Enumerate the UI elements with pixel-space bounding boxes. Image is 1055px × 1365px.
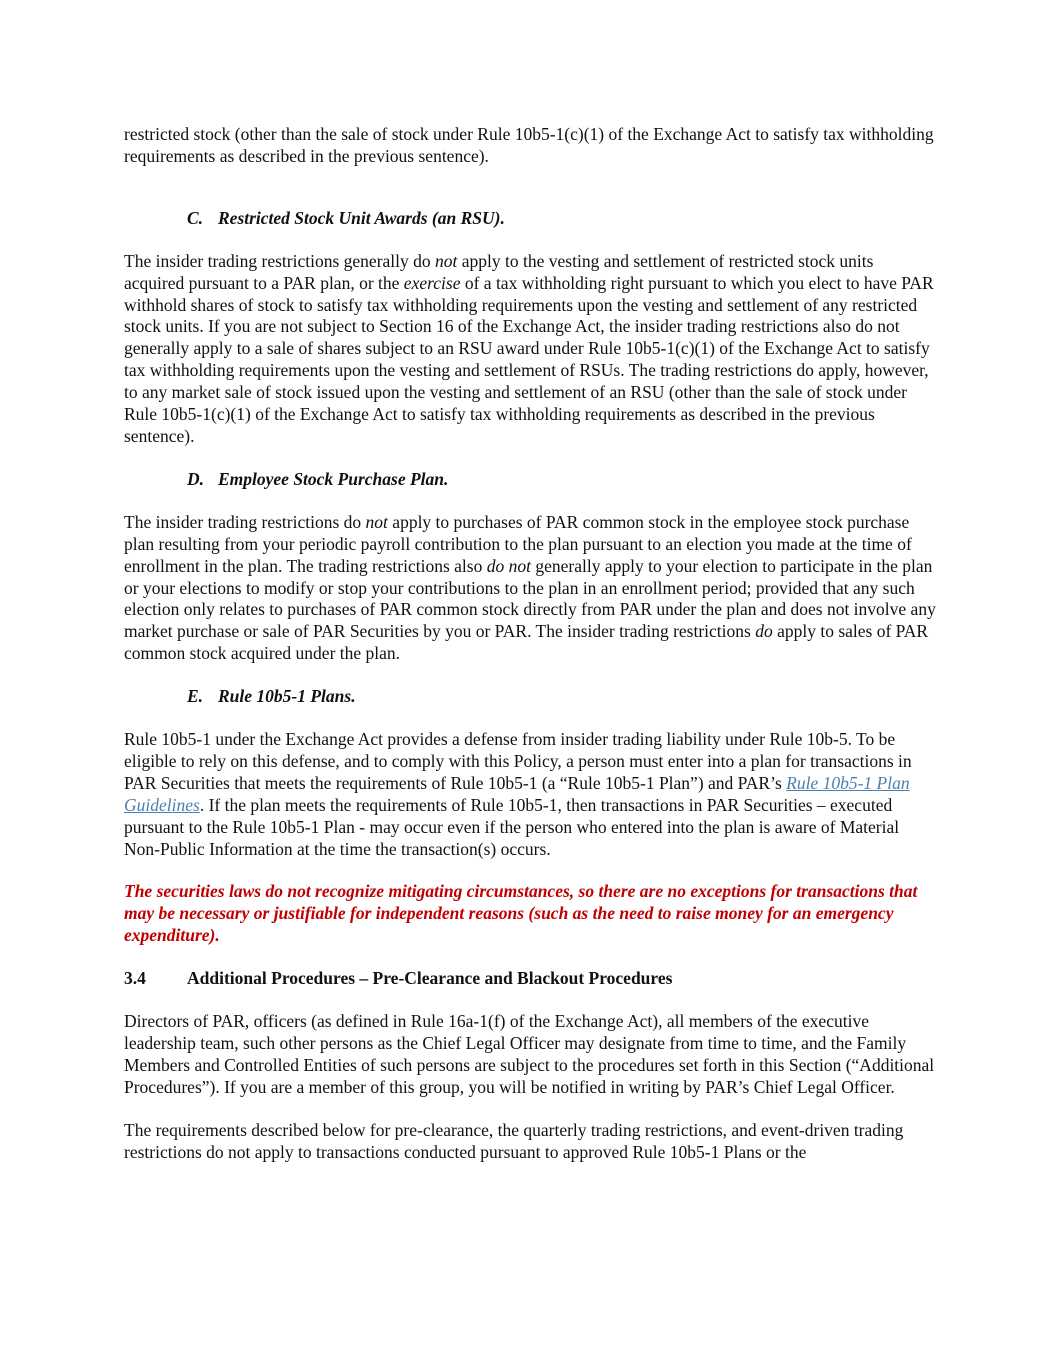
paragraph-continuation: restricted stock (other than the sale of stock under Rule 10b5-1(c)(1) of the Exchange Act to satisfy tax withholding requirements as described in the previous sentence). [124,124,934,166]
section-heading-3-4 [124,968,936,990]
subheading-10b5-1-plans [124,686,936,708]
subheading-letter: D. [187,468,205,489]
subheading-letter: E. [187,686,204,707]
subheading-espp [124,469,936,491]
section-title: Additional Procedures – Pre-Clearance and Blackout Procedures [187,968,673,989]
subheading-title: Rule 10b5-1 Plans. [218,686,356,707]
document-page [124,124,936,1164]
paragraph-rsu: The insider trading restrictions generally do not apply to the vesting and settlement of restricted stock units acquired pursuant to a PAR plan, or the exercise of a tax withholding right pursuant to which you elect to have PAR withhold shares of stock to satisfy tax withholding requirements upon the vesting and settlement of any restricted stock units. If you are not subject to Section 16 of the Exchange Act, the insider trading restrictions also do not generally apply to a sale of shares subject to an RSU award under Rule 10b5-1(c)(1) of the Exchange Act to satisfy tax withholding requirements upon the vesting and settlement of RSUs. The trading restrictions do apply, however, to any market sale of stock issued upon the vesting and settlement of an RSU (other than the sale of stock under Rule 10b5-1(c)(1) of the Exchange Act to satisfy tax withholding requirements as described in the previous sentence). [124,250,934,446]
paragraph-additional-procedures: Directors of PAR, officers (as defined in Rule 16a-1(f) of the Exchange Act), all members of the executive leadership team, such other persons as the Chief Legal Officer may designate from time to time, and the Family Members and Controlled Entities of such persons are subject to the procedures set forth in this Section (“Additional Procedures”). If you are a member of this group, you will be notified in writing by PAR’s Chief Legal Officer. [124,1011,935,1097]
subheading-title: Employee Stock Purchase Plan. [218,468,449,489]
section-number: 3.4 [124,968,146,989]
plan-guidelines-link[interactable]: Rule 10b5-1 Plan Guidelines [124,772,910,815]
warning-notice: The securities laws do not recognize mitigating circumstances, so there are no exceptions for transactions that may be necessary or justifiable for independent reasons (such as the need to raise money for an emergency expenditure). [124,881,918,946]
paragraph-espp: The insider trading restrictions do not apply to purchases of PAR common stock in the employee stock purchase plan resulting from your periodic payroll contribution to the plan pursuant to an election you made at the time of enrollment in the plan. The trading restrictions also do not generally apply to your election to participate in the plan or your elections to modify or stop your contributions to the plan in an enrollment period; provided that any such election only relates to purchases of PAR common stock directly from PAR under the plan and does not involve any market purchase or sale of PAR Securities by you or PAR. The insider trading restrictions do apply to sales of PAR common stock acquired under the plan. [124,511,936,664]
subheading-rsu [124,208,936,230]
subheading-letter: C. [187,207,204,228]
paragraph-requirements: The requirements described below for pre-clearance, the quarterly trading restrictions, and event-driven trading restrictions do not apply to transactions conducted pursuant to approved Rule 10b5-1 Plans or the [124,1119,904,1162]
paragraph-10b5-1-plans: Rule 10b5-1 under the Exchange Act provides a defense from insider trading liability under Rule 10b-5. To be eligible to rely on this defense, and to comply with this Policy, a person must enter into a plan for transactions in PAR Securities that meets the requirements of Rule 10b5-1 (a “Rule 10b5-1 Plan”) and PAR’s Rule 10b5-1 Plan Guidelines. If the plan meets the requirements of Rule 10b5-1, then transactions in PAR Securities – executed pursuant to the Rule 10b5-1 Plan - may occur even if the person who entered into the plan is aware of Material Non-Public Information at the time the transaction(s) occurs. [124,729,912,859]
subheading-title: Restricted Stock Unit Awards (an RSU). [218,207,505,228]
